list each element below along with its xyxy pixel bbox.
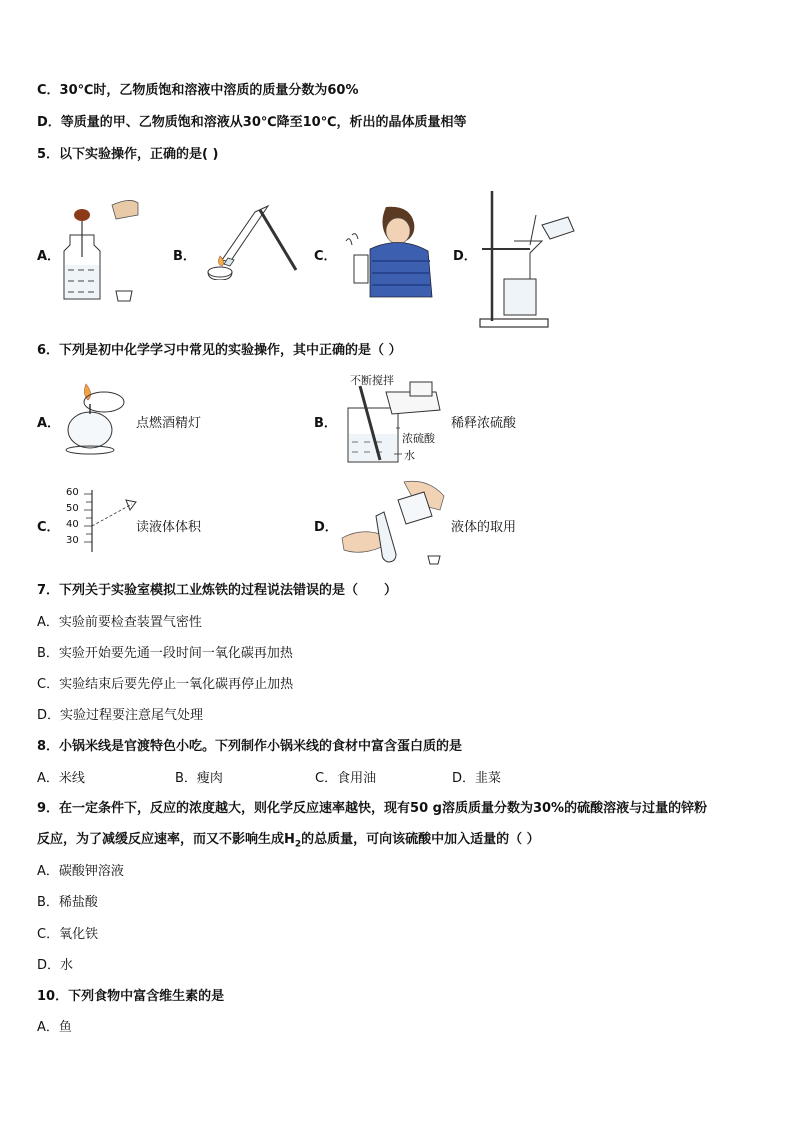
- q5-stem: 5．以下实验操作，正确的是( ): [37, 147, 219, 162]
- q6-option-a-label: A．: [37, 416, 61, 431]
- q6-figure-d-pour-liquid: [340, 476, 450, 568]
- q7-option-b: B．实验开始要先通一段时间一氧化碳再加热: [37, 646, 293, 661]
- q6-c-scale-30: 30: [66, 535, 79, 546]
- q6-figure-a-alcohol-lamp: [60, 378, 140, 458]
- q7-option-d: D．实验过程要注意尾气处理: [37, 708, 204, 723]
- q6-b-label-stir: 不断搅拌: [350, 374, 394, 387]
- q8-option-c: C．食用油: [315, 771, 377, 786]
- q5-figure-d-filtration: [478, 187, 578, 329]
- q4-option-d: D．等质量的甲、乙物质饱和溶液从30℃降至10℃，析出的晶体质量相等: [37, 115, 467, 130]
- q9-stem-subscript: 2: [294, 839, 302, 850]
- q6-option-b-label: B．: [314, 416, 337, 431]
- q9-stem-line2-pre: 反应，为了减缓反应速率，而又不影响生成H: [37, 832, 295, 847]
- q5-figure-c-smelling-gas: [340, 205, 435, 300]
- q9-option-c: C．氧化铁: [37, 927, 99, 942]
- q9-option-b: B．稀盐酸: [37, 895, 98, 910]
- q5-figure-b-test-tube-heating: [200, 200, 300, 280]
- q8-stem: 8．小锅米线是官渡特色小吃。下列制作小锅米线的食材中富含蛋白质的是: [37, 739, 463, 754]
- q7-option-c: C．实验结束后要先停止一氧化碳再停止加热: [37, 677, 294, 692]
- q6-c-scale-40: 40: [66, 519, 79, 530]
- q6-caption-d: 液体的取用: [451, 520, 517, 535]
- q4-option-c: C．30℃时，乙物质饱和溶液中溶质的质量分数为60%: [37, 83, 359, 98]
- q5-option-c-label: C．: [314, 249, 337, 264]
- q9-stem-line1: 9．在一定条件下，反应的浓度越大，则化学反应速率越快，现有50 g溶质质量分数为30%的硫酸溶液与过量的锌粉: [37, 801, 708, 816]
- q8-option-d: D．韭菜: [452, 771, 502, 786]
- q5-figure-a-gas-jar: [60, 195, 142, 307]
- q9-option-a: A．碳酸钾溶液: [37, 864, 124, 879]
- q8-option-a: A．米线: [37, 771, 85, 786]
- q6-caption-c: 读液体体积: [136, 520, 202, 535]
- q6-caption-b: 稀释浓硫酸: [451, 416, 517, 431]
- q10-stem: 10．下列食物中富含维生素的是: [37, 989, 225, 1004]
- q5-option-b-label: B．: [173, 249, 196, 264]
- q5-option-d-label: D．: [453, 249, 477, 264]
- q6-b-label-water: 水: [404, 449, 415, 462]
- q5-option-a-label: A．: [37, 249, 61, 264]
- q10-option-a: A．鱼: [37, 1020, 72, 1035]
- q7-option-a: A．实验前要检查装置气密性: [37, 615, 202, 630]
- q6-option-d-label: D．: [314, 520, 338, 535]
- q9-stem-line2-post: 的总质量，可向该硫酸中加入适量的（ ）: [301, 832, 540, 847]
- q9-option-d: D．水: [37, 958, 74, 973]
- q8-option-b: B．瘦肉: [175, 771, 223, 786]
- q6-option-c-label: C．: [37, 520, 60, 535]
- q7-stem: 7．下列关于实验室模拟工业炼铁的过程说法错误的是（ ）: [37, 583, 398, 598]
- q6-caption-a: 点燃酒精灯: [136, 416, 202, 431]
- q6-c-scale-50: 50: [66, 503, 79, 514]
- q6-c-scale-60: 60: [66, 487, 79, 498]
- q9-stem-line2: [37, 830, 540, 855]
- q6-b-label-acid: 浓硫酸: [402, 432, 435, 445]
- q6-stem: 6．下列是初中化学学习中常见的实验操作，其中正确的是（ ）: [37, 343, 402, 358]
